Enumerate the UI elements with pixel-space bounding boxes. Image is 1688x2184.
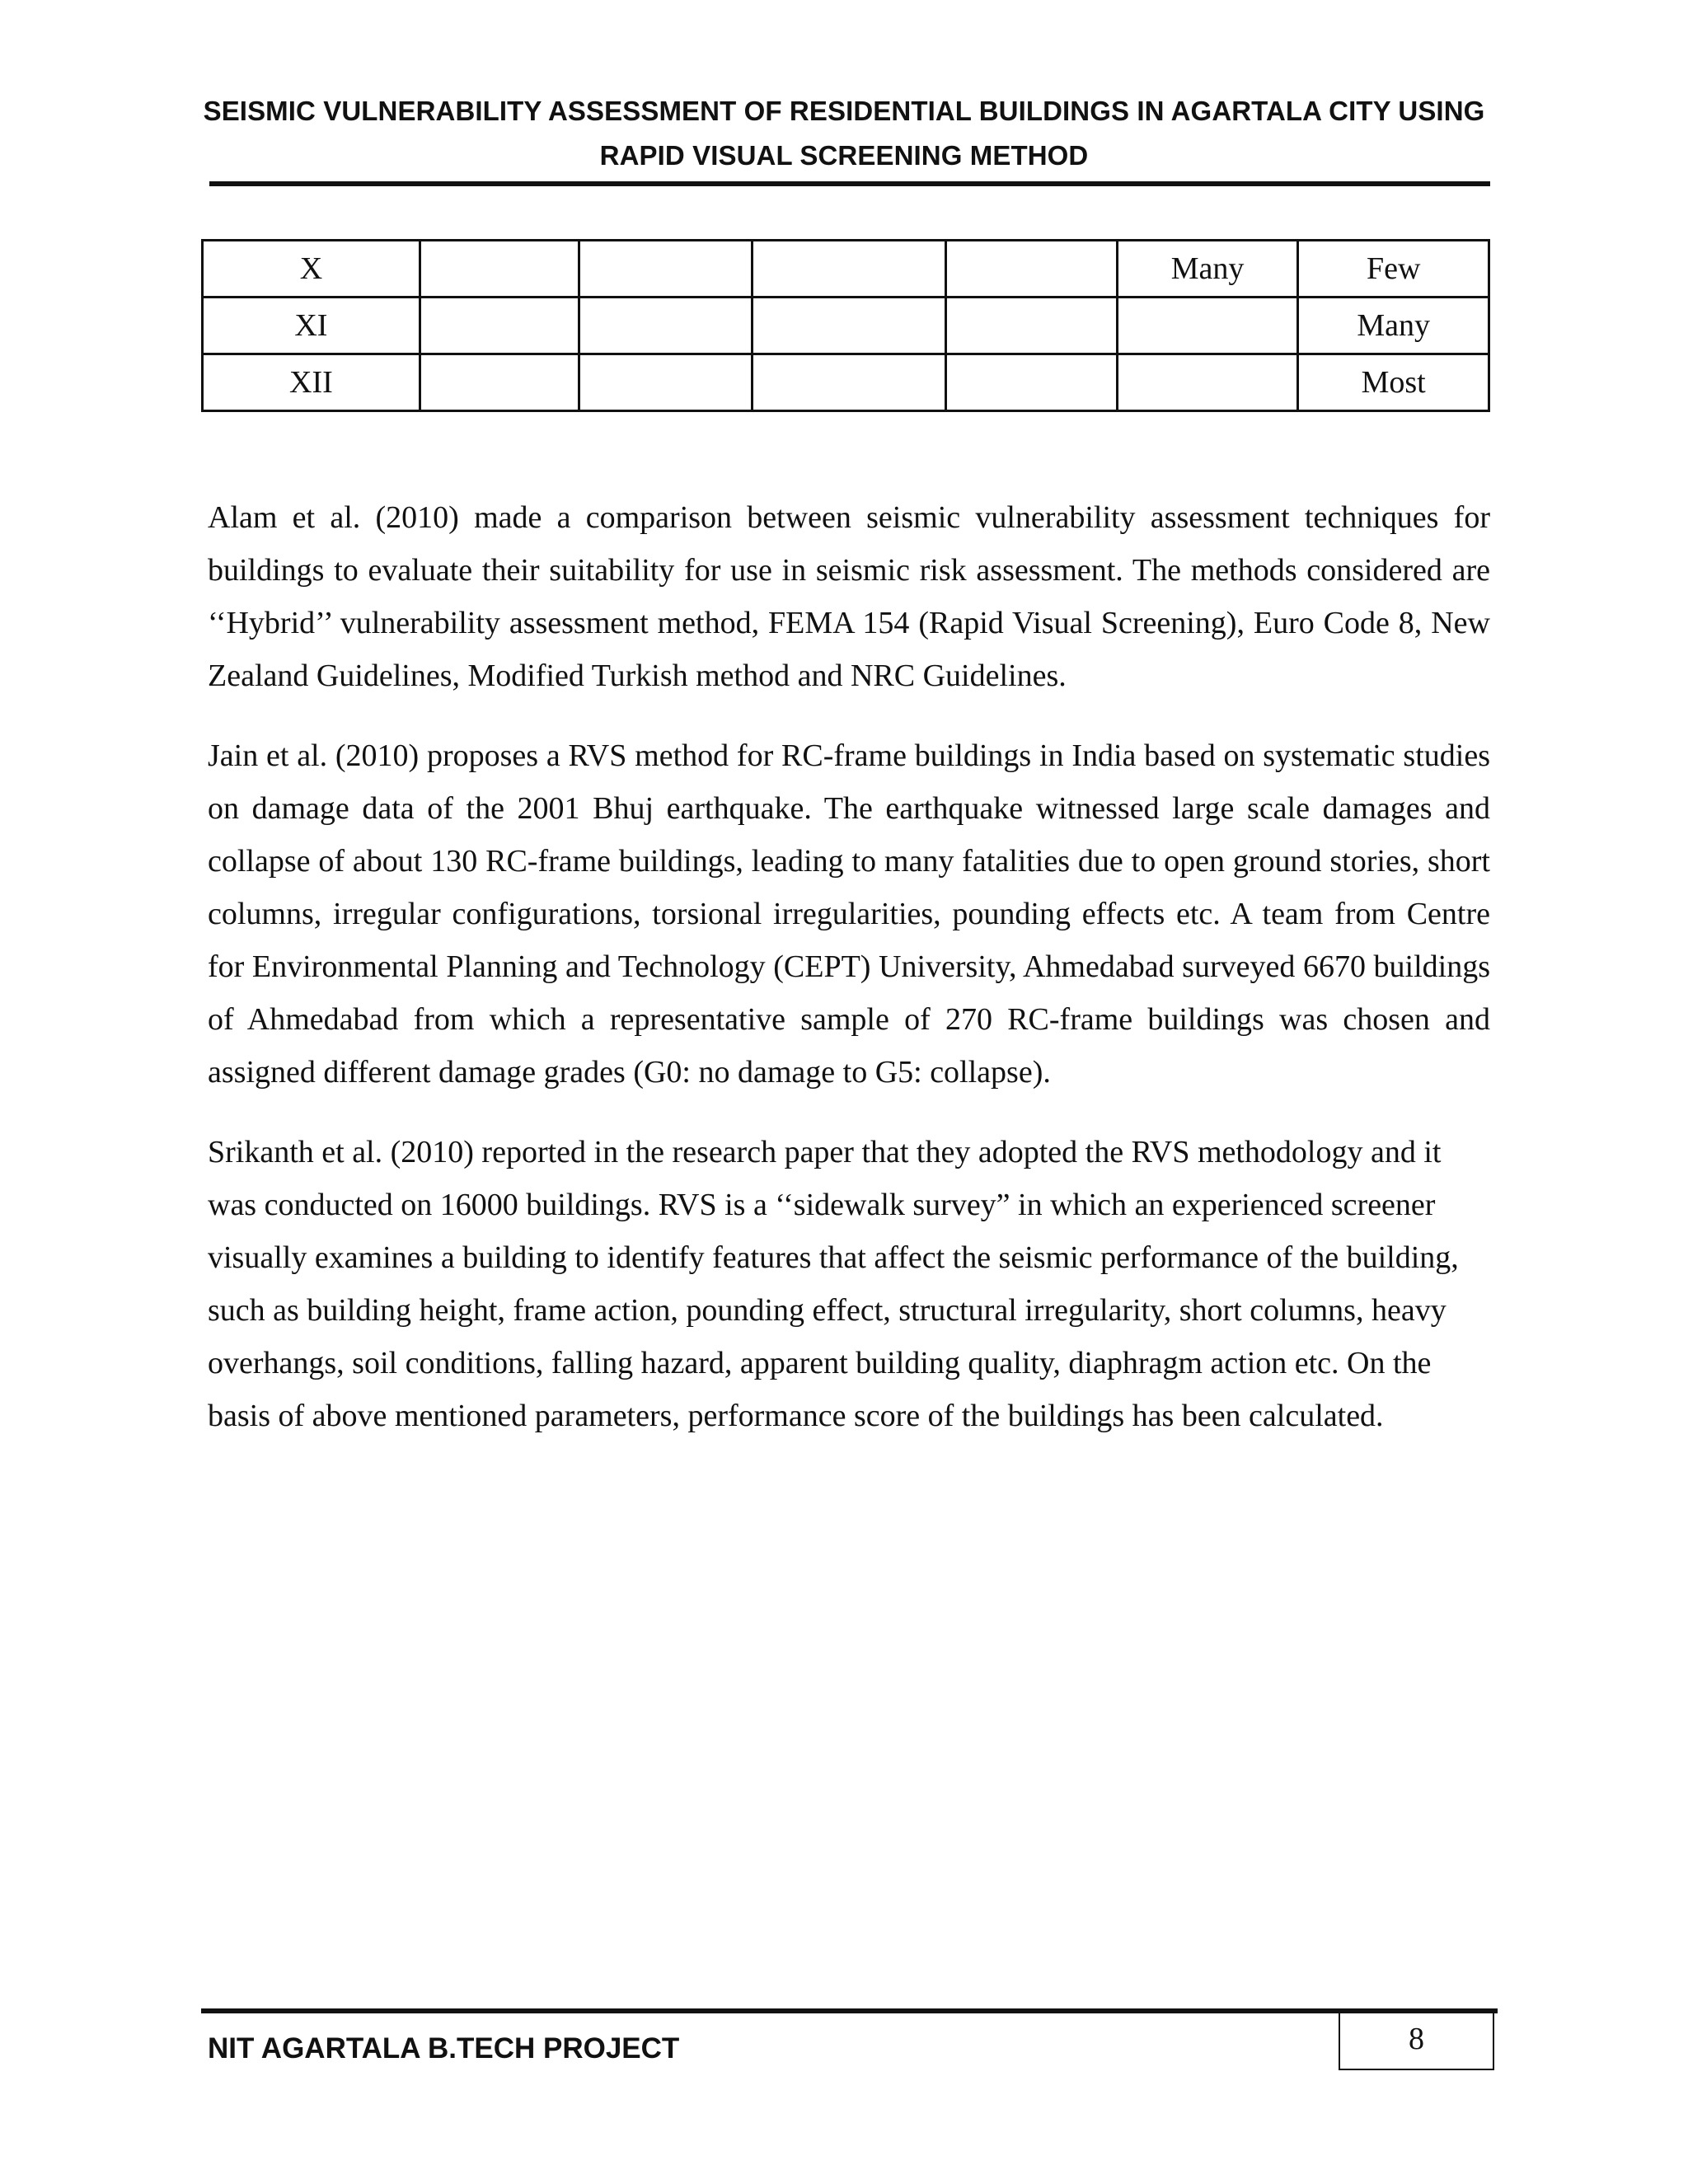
table-cell (752, 354, 946, 411)
table-cell (579, 298, 752, 354)
table-cell (420, 298, 579, 354)
table-cell (420, 241, 579, 298)
table-cell: Few (1298, 241, 1489, 298)
table-cell (946, 354, 1117, 411)
paragraph-srikanth: Srikanth et al. (2010) reported in the research paper that they adopted the RVS methodology and it was conducted on 16000 buildings. RVS is a ‘‘sidewalk survey” in which an experienced screener visually examines a building to identify features that affect the seismic performance of the building, such as building height, frame action, pounding effect, structural irregularity, short columns, heavy overhangs, soil conditions, falling hazard, apparent building quality, diaphragm action etc. On the basis of above mentioned parameters, performance score of the buildings has been calculated. (208, 1135, 1459, 1433)
body-text (208, 491, 1490, 1469)
table-row (203, 298, 1489, 354)
table-cell: X (203, 241, 420, 298)
table-cell (946, 241, 1117, 298)
intensity-table (201, 239, 1490, 412)
table-cell: Many (1298, 298, 1489, 354)
table-cell (1117, 354, 1298, 411)
table-cell (946, 298, 1117, 354)
table-row (203, 354, 1489, 411)
footer-divider (201, 2008, 1498, 2013)
table-cell: Many (1117, 241, 1298, 298)
footer-label: NIT AGARTALA B.TECH PROJECT (208, 2032, 680, 2064)
table-cell (420, 354, 579, 411)
table-cell (579, 354, 752, 411)
paragraph-alam: Alam et al. (2010) made a comparison between seismic vulnerability assessment techniques for buildings to evaluate their suitability for use in seismic risk assessment. The methods considered are ‘‘Hybrid’’ vulnerability assessment method, FEMA 154 (Rapid Visual Screening), Euro Code 8, New Zealand Guidelines, Modified Turkish method and NRC Guidelines. (208, 500, 1490, 693)
table-cell (1117, 298, 1298, 354)
header-divider (209, 181, 1490, 186)
table-row (203, 241, 1489, 298)
table-cell: XI (203, 298, 420, 354)
table-cell: XII (203, 354, 420, 411)
header-title-line-2: RAPID VISUAL SCREENING METHOD (599, 140, 1089, 171)
table-cell (752, 298, 946, 354)
table-cell: Most (1298, 354, 1489, 411)
page-number: 8 (1339, 2011, 1494, 2070)
table-cell (579, 241, 752, 298)
table-cell (752, 241, 946, 298)
paragraph-jain: Jain et al. (2010) proposes a RVS method for RC-frame buildings in India based on systematic studies on damage data of the 2001 Bhuj earthquake. The earthquake witnessed large scale damages and collapse of about 130 RC-frame buildings, leading to many fatalities due to open ground stories, short columns, irregular configurations, torsional irregularities, pounding effects etc. A team from Centre for Environmental Planning and Technology (CEPT) University, Ahmedabad surveyed 6670 buildings of Ahmedabad from which a representative sample of 270 RC-frame buildings was chosen and assigned different damage grades (G0: no damage to G5: collapse). (208, 738, 1490, 1090)
page-header (198, 89, 1490, 178)
header-title-line-1: SEISMIC VULNERABILITY ASSESSMENT OF RESIDENTIAL BUILDINGS IN AGARTALA CITY USING (203, 96, 1485, 126)
